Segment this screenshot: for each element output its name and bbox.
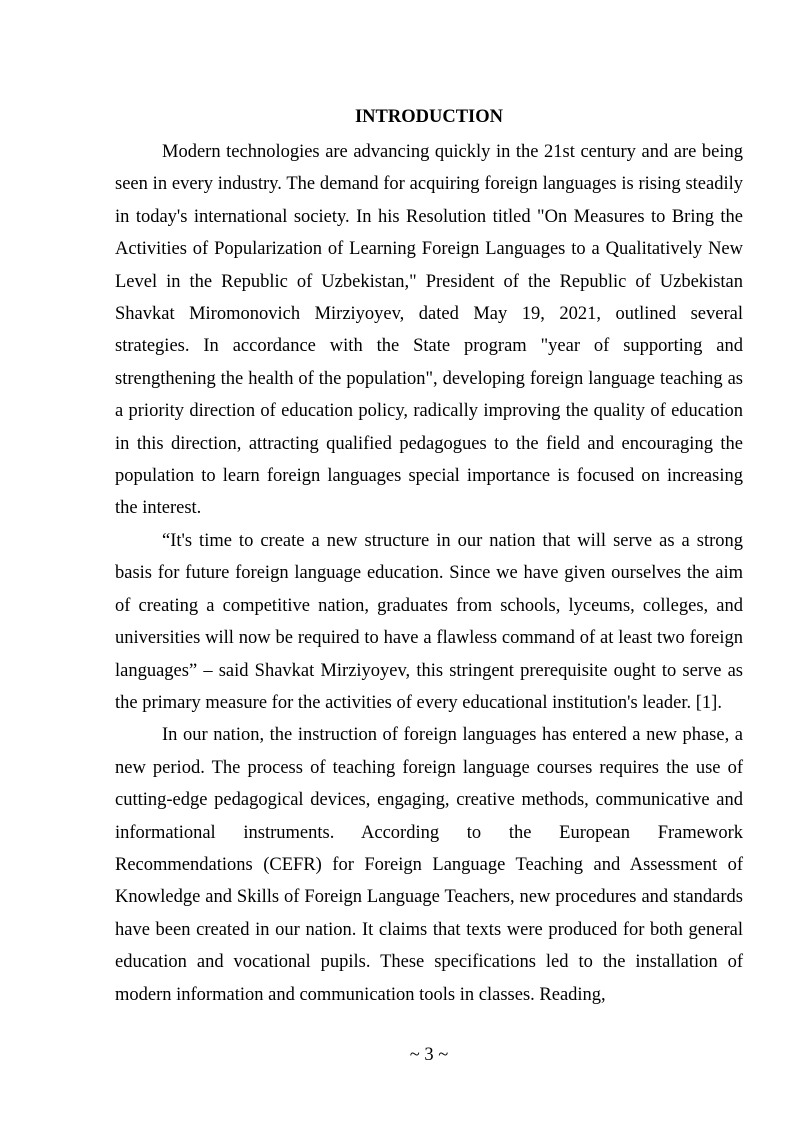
page-number: ~ 3 ~ <box>409 1045 449 1065</box>
section-heading: INTRODUCTION <box>354 107 504 127</box>
paragraph-quote: “It's time to create a new structure in our nation that will serve as a strong basis for future foreign language education. Since we have given ourselves the aim of creating a competitive nation, graduates from schools, lyceums, colleges, and universities will now be required to have a flawless command of at least two foreign languages” – said Shavkat Mirziyoyev, this stringent prerequisite ought to serve as the primary measure for the activities of every educational institution's leader. [1]. <box>115 530 743 713</box>
body-text <box>115 136 743 1011</box>
paragraph-intro: Modern technologies are advancing quickly in the 21st century and are being seen in every industry. The demand for acquiring foreign languages is rising steadily in today's international society. In his Resolution titled "On Measures to Bring the Activities of Popularization of Learning Foreign Languages to a Qualitatively New Level in the Republic of Uzbekistan," President of the Republic of Uzbekistan Shavkat Miromonovich Mirziyoyev, dated May 19, 2021, outlined several strategies. In accordance with the State program "year of supporting and strengthening the health of the population", developing foreign language teaching as a priority direction of education policy, radically improving the quality of education in this direction, attracting qualified pedagogues to the field and encouraging the population to learn foreign languages special importance is focused on increasing the interest. <box>115 142 743 519</box>
paragraph-new-phase: In our nation, the instruction of foreign languages has entered a new phase, a new period. The process of teaching foreign language courses requires the use of cutting-edge pedagogical devices, engaging, creative methods, communicative and informational instruments. According to the European Framework Recommendations (CEFR) for Foreign Language Teaching and Assessment of Knowledge and Skills of Foreign Language Teachers, new procedures and standards have been created in our nation. It claims that texts were produced for both general education and vocational pupils. These specifications led to the installation of modern information and communication tools in classes. Reading, <box>115 725 743 1005</box>
